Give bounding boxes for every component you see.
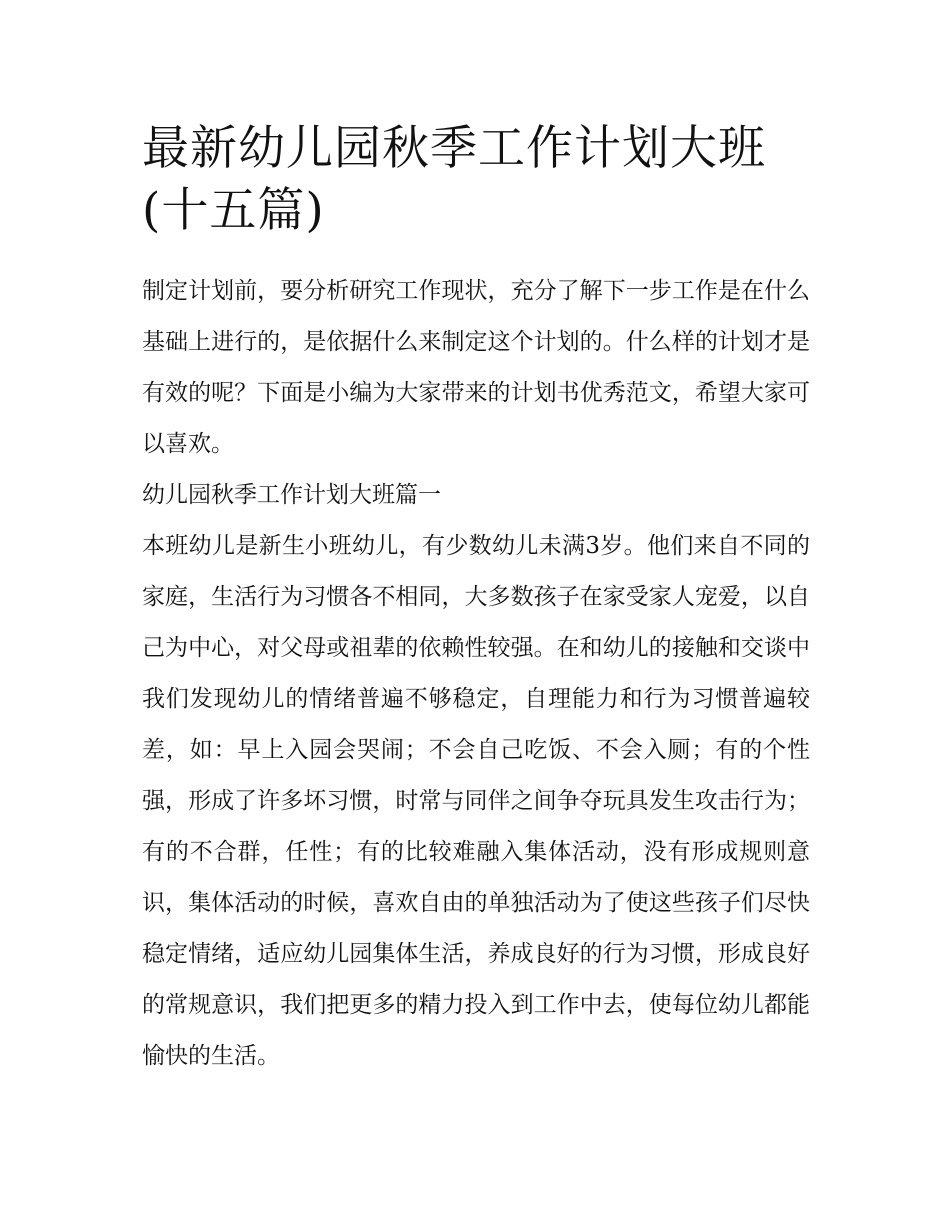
document-title: 最新幼儿园秋季工作计划大班(十五篇): [142, 121, 766, 238]
intro-paragraph: 制定计划前，要分析研究工作现状，充分了解下一步工作是在什么基础上进行的，是依据什么来制定这个计划的。什么样的计划才是有效的呢？下面是小编为大家带来的计划书优秀范文，希望大家可以喜欢。: [142, 278, 810, 457]
section-heading: 幼儿园秋季工作计划大班篇一: [142, 482, 441, 508]
document-content: [142, 118, 810, 1082]
body-paragraph: 本班幼儿是新生小班幼儿，有少数幼儿未满3岁。他们来自不同的家庭，生活行为习惯各不相同，大多数孩子在家受家人宠爱，以自己为中心，对父母或祖辈的依赖性较强。在和幼儿的接触和交谈中我们发现幼儿的情绪普遍不够稳定，自理能力和行为习惯普遍较差，如：早上入园会哭闹；不会自己吃饭、不会入厕；有的个性强，形成了许多坏习惯，时常与同伴之间争夺玩具发生攻击行为；有的不合群，任性；有的比较难融入集体活动，没有形成规则意识，集体活动的时候，喜欢自由的单独活动为了使这些孩子们尽快稳定情绪，适应幼儿园集体生活，养成良好的行为习惯，形成良好的常规意识，我们把更多的精力投入到工作中去，使每位幼儿都能愉快的生活。: [142, 533, 810, 1069]
